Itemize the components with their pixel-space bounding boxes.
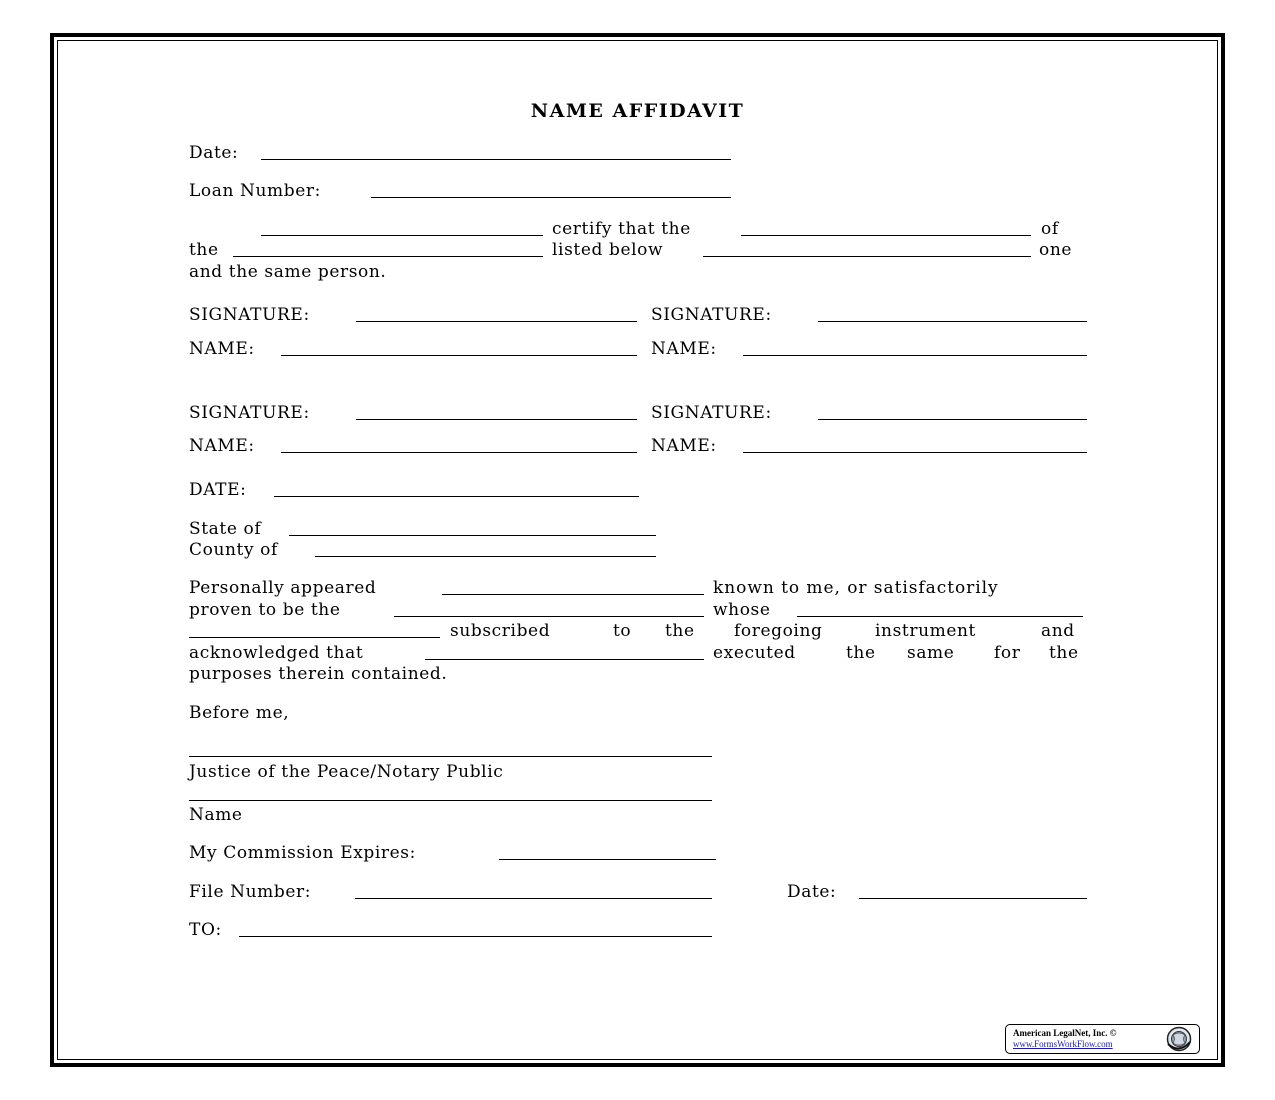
to-label: TO: xyxy=(189,920,222,940)
notary-name-line[interactable] xyxy=(189,800,712,801)
signature-line-4[interactable] xyxy=(818,419,1087,420)
certify-role-line[interactable] xyxy=(741,235,1031,236)
name-caption: Name xyxy=(189,805,243,825)
listed-below-text: listed below xyxy=(552,240,664,260)
signature-label-1: SIGNATURE: xyxy=(189,305,310,325)
certify-text: certify that the xyxy=(552,219,691,239)
file-number-label: File Number: xyxy=(189,882,312,902)
publisher-url-link[interactable]: www.FormsWorkFlow.com xyxy=(1013,1039,1113,1049)
state-line[interactable] xyxy=(289,535,656,536)
appeared-text-2: known to me, or satisfactorily xyxy=(713,578,999,598)
county-line[interactable] xyxy=(315,556,656,557)
subscribed-word-5: instrument xyxy=(875,621,976,641)
name-line-4[interactable] xyxy=(743,452,1087,453)
file-number-line[interactable] xyxy=(355,898,712,899)
entity-line[interactable] xyxy=(233,256,543,257)
appeared-text-1: Personally appeared xyxy=(189,578,377,598)
commission-label: My Commission Expires: xyxy=(189,843,416,863)
proven-text-1: proven to be the xyxy=(189,600,341,620)
certifier-name-line[interactable] xyxy=(261,235,543,236)
date-line[interactable] xyxy=(261,159,731,160)
signature-line-1[interactable] xyxy=(356,321,637,322)
signature-line-3[interactable] xyxy=(356,419,637,420)
name-line-1[interactable] xyxy=(281,355,637,356)
date-label: Date: xyxy=(189,143,239,163)
whose-line[interactable] xyxy=(797,616,1083,617)
state-label: State of xyxy=(189,519,262,539)
globe-logo-icon xyxy=(1162,1026,1196,1052)
subscribed-word-3: the xyxy=(665,621,695,641)
publisher-badge xyxy=(1005,1024,1200,1054)
to-line[interactable] xyxy=(239,936,712,937)
name-line-3[interactable] xyxy=(281,452,637,453)
one-text: one xyxy=(1039,240,1073,260)
form-title: NAME AFFIDAVIT xyxy=(530,100,745,122)
proven-line[interactable] xyxy=(394,616,704,617)
the-text: the xyxy=(189,240,219,260)
commission-line[interactable] xyxy=(499,859,716,860)
proven-text-2: whose xyxy=(713,600,771,620)
executed-word-5: the xyxy=(1049,643,1079,663)
purposes-text: purposes therein contained. xyxy=(189,664,448,684)
before-me-text: Before me, xyxy=(189,703,290,723)
acknowledged-text: acknowledged that xyxy=(189,643,364,663)
same-person-text: and the same person. xyxy=(189,262,387,282)
notary-signature-line[interactable] xyxy=(189,756,712,757)
name-label-1: NAME: xyxy=(189,339,255,359)
signature-label-2: SIGNATURE: xyxy=(651,305,772,325)
signature-label-3: SIGNATURE: xyxy=(189,403,310,423)
appeared-name-line[interactable] xyxy=(442,594,704,595)
date-caps-label: DATE: xyxy=(189,480,247,500)
name-label-2: NAME: xyxy=(651,339,717,359)
subscribed-line[interactable] xyxy=(189,637,440,638)
date-caps-line[interactable] xyxy=(274,496,639,497)
executed-word-1: executed xyxy=(713,643,796,663)
county-label: County of xyxy=(189,540,278,560)
date-right-label: Date: xyxy=(787,882,837,902)
name-label-3: NAME: xyxy=(189,436,255,456)
subscribed-word-6: and xyxy=(1041,621,1075,641)
subscribed-word-1: subscribed xyxy=(450,621,551,641)
executed-word-3: same xyxy=(907,643,955,663)
publisher-name: American LegalNet, Inc. © xyxy=(1013,1028,1117,1038)
of-text: of xyxy=(1041,219,1059,239)
name-label-4: NAME: xyxy=(651,436,717,456)
executed-word-4: for xyxy=(994,643,1021,663)
loan-number-line[interactable] xyxy=(371,197,731,198)
name-line-2[interactable] xyxy=(743,355,1087,356)
date-right-line[interactable] xyxy=(859,898,1087,899)
executed-word-2: the xyxy=(846,643,876,663)
signature-line-2[interactable] xyxy=(818,321,1087,322)
loan-number-label: Loan Number: xyxy=(189,181,321,201)
acknowledged-line[interactable] xyxy=(425,659,704,660)
subscribed-word-2: to xyxy=(613,621,632,641)
justice-label: Justice of the Peace/Notary Public xyxy=(189,762,504,782)
signature-label-4: SIGNATURE: xyxy=(651,403,772,423)
subscribed-word-4: foregoing xyxy=(734,621,823,641)
names-line[interactable] xyxy=(703,256,1031,257)
